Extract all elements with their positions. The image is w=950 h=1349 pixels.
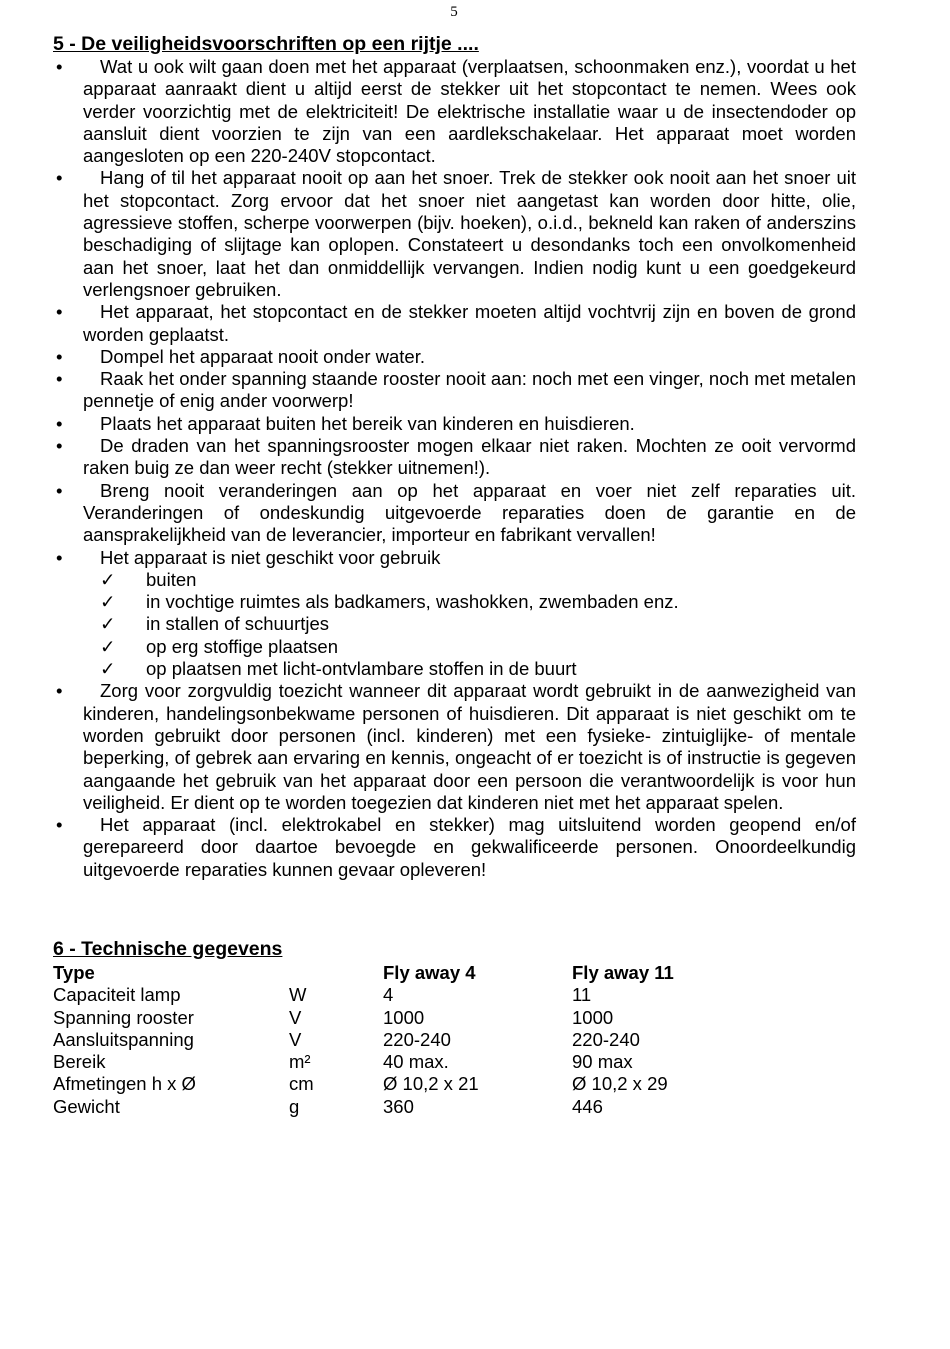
list-item (53, 480, 856, 547)
checkmark-icon: ✓ (100, 613, 116, 635)
checkmark-icon: ✓ (100, 658, 116, 680)
table-cell: g (289, 1095, 300, 1117)
check-item-text: in stallen of schuurtjes (146, 613, 330, 635)
table-header-row (53, 962, 732, 984)
table-cell: V (289, 1028, 302, 1050)
checkmark-icon: ✓ (100, 635, 116, 657)
list-item (53, 368, 856, 413)
page-number: 5 (450, 4, 458, 20)
table-cell: Ø 10,2 x 21 (383, 1073, 479, 1095)
table-cell: 1000 (572, 1006, 614, 1028)
list-item-text: • Hang of til het apparaat nooit op aan het snoer. Trek de stekker ook nooit aan het snoer uit het stopcontact. Zorg ervoor dat het snoer niet aangetast kan worden door hitte, olie, agressieve stoffen, scherpe voorwerpen (bijv. hoeken), o.i.d., bekneld kan raken of anderszins beschadiging of slijtage kan oplopen. Constateert u desondanks toch een onvolkomenheid aan het snoer, laat het dan onmiddellijk vervangen. Indien nodig kunt u een goedgekeurd verlengsnoer gebruiken. (83, 167, 856, 300)
check-item (100, 636, 856, 658)
section-title-technical: 6 - Technische gegevens (53, 938, 283, 960)
table-row (53, 1007, 732, 1029)
header-cell: Type (53, 962, 95, 983)
list-item-text: • Zorg voor zorgvuldig toezicht wanneer dit apparaat wordt gebruikt in de aanwezigheid van kinderen, handelingsonbekwame personen of huisdieren. Dit apparaat is niet geschikt om te worden gebruikt door personen (incl. kinderen) met een fysieke- zintuiglijke- of mentale beperking, of gebrek aan ervaring en kennis, ongeacht of er toezicht is of instructie is gegeven aangaande het gebruik van het apparaat door een persoon die verantwoordelijk is voor hun veiligheid. Er dient op te worden toegezien dat kinderen niet met het apparaat spelen. (83, 680, 856, 813)
section-title-safety: 5 - De veiligheidsvoorschriften op een rijtje .... (53, 33, 479, 55)
list-item-text: • Breng nooit veranderingen aan op het apparaat en voer niet zelf reparaties uit. Veranderingen of ondeskundig uitgevoerde reparaties doen de garantie en de aansprakelijkheid van de leverancier, importeur en fabrikant vervallen! (83, 479, 856, 546)
list-item (53, 301, 856, 346)
check-item-text: in vochtige ruimtes als badkamers, washokken, zwembaden enz. (146, 591, 679, 613)
list-item (53, 167, 856, 301)
checkmark-icon: ✓ (100, 568, 116, 590)
check-item (100, 613, 856, 635)
table-cell: Afmetingen h x Ø (53, 1073, 196, 1095)
list-item-text: • Plaats het apparaat buiten het bereik van kinderen en huisdieren. (100, 412, 635, 434)
table-row (53, 1029, 732, 1051)
list-item-text: • Wat u ook wilt gaan doen met het apparaat (verplaatsen, schoonmaken enz.), voordat u het apparaat aanraakt dient u altijd eerst de stekker uit het stopcontact te nemen. Wees ook verder voorzichtig met de elektriciteit! De elektrische installatie waar u de insectendoder op aansluit dient voorzien te zijn van een aardlekschakelaar. Het apparaat moet worden aangesloten op een 220-240V stopcontact. (83, 56, 856, 167)
spec-table (53, 962, 732, 1118)
list-item (53, 547, 856, 681)
list-item-text: • Het apparaat, het stopcontact en de stekker moeten altijd vochtvrij zijn en boven de grond worden geplaatst. (83, 301, 856, 345)
check-item (100, 569, 856, 591)
table-cell: Capaciteit lamp (53, 984, 181, 1006)
table-cell: Spanning rooster (53, 1006, 194, 1028)
list-item-text: • Het apparaat (incl. elektrokabel en stekker) mag uitsluitend worden geopend en/of gerepareerd door daartoe bevoegde en gekwalificeerde personen. Onoordeelkundig uitgevoerde reparaties kunnen gevaar opleveren! (83, 814, 856, 880)
table-cell: Ø 10,2 x 29 (572, 1073, 668, 1095)
checkmark-icon: ✓ (100, 591, 116, 613)
table-cell: V (289, 1006, 302, 1028)
table-cell: W (289, 984, 307, 1006)
table-row (53, 1073, 732, 1095)
list-item-text: • Dompel het apparaat nooit onder water. (100, 345, 425, 367)
table-cell: 4 (383, 984, 394, 1006)
table-cell: Aansluitspanning (53, 1028, 194, 1050)
table-cell: 220-240 (572, 1028, 640, 1050)
header-cell: Fly away 11 (572, 962, 674, 983)
table-cell: 90 max (572, 1051, 633, 1073)
table-cell: m² (289, 1051, 311, 1073)
list-item (53, 56, 856, 167)
unsuitable-locations-list (83, 569, 856, 680)
list-item (53, 435, 856, 480)
table-cell: 1000 (383, 1006, 425, 1028)
list-item-text: • Het apparaat is niet geschikt voor gebruik (100, 546, 441, 568)
table-cell: 11 (572, 984, 592, 1006)
list-item-text: • De draden van het spanningsrooster mogen elkaar niet raken. Mochten ze ooit vervormd raken buig ze dan weer recht (stekker uitnemen!). (83, 435, 856, 479)
safety-list (53, 56, 856, 881)
table-row (53, 1096, 732, 1118)
table-row (53, 1051, 732, 1073)
header-cell: Fly away 4 (383, 962, 476, 983)
table-cell: 360 (383, 1095, 414, 1117)
check-item-text: buiten (146, 568, 197, 590)
check-item-text: op plaatsen met licht-ontvlambare stoffen in de buurt (146, 658, 577, 680)
check-item (100, 591, 856, 613)
check-item (100, 658, 856, 680)
header-cell (289, 962, 383, 984)
check-item-text: op erg stoffige plaatsen (146, 635, 338, 657)
list-item (53, 346, 856, 368)
table-cell: 40 max. (383, 1051, 449, 1073)
list-item (53, 814, 856, 881)
table-cell: 220-240 (383, 1028, 451, 1050)
list-item (53, 680, 856, 814)
table-cell: 446 (572, 1095, 603, 1117)
list-item (53, 413, 856, 435)
table-cell: cm (289, 1073, 314, 1095)
table-cell: Gewicht (53, 1095, 120, 1117)
list-item-text: • Raak het onder spanning staande rooster nooit aan: noch met een vinger, noch met metalen pennetje of enig ander voorwerp! (83, 368, 856, 412)
table-cell: Bereik (53, 1051, 106, 1073)
table-row (53, 984, 732, 1006)
